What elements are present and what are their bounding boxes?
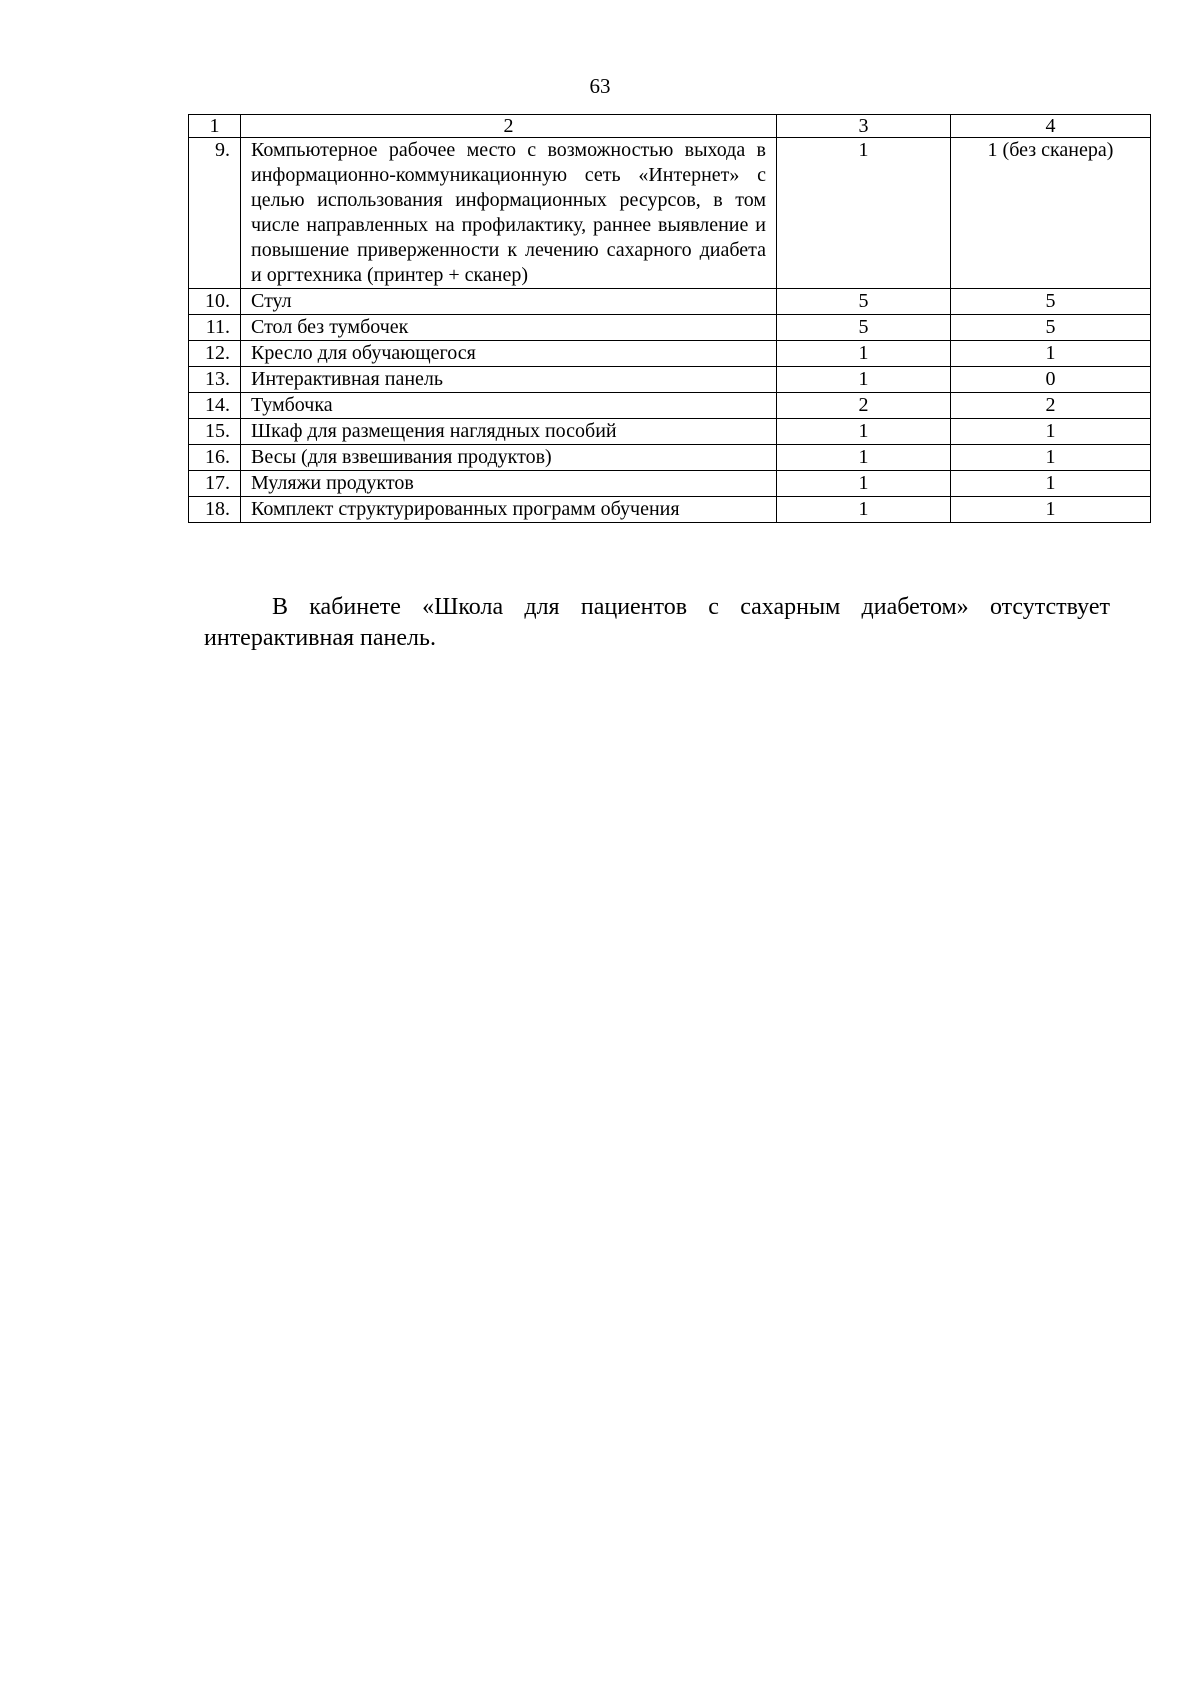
- table-row: [189, 341, 1151, 367]
- table-row: [189, 315, 1151, 341]
- row-number: 18.: [189, 497, 241, 523]
- row-required: 1: [777, 419, 951, 445]
- table-row: [189, 419, 1151, 445]
- row-name: Тумбочка: [241, 393, 777, 419]
- column-header-number: 1: [189, 115, 241, 138]
- row-actual: 2: [951, 393, 1151, 419]
- column-header-name: 2: [241, 115, 777, 138]
- row-required: 1: [777, 471, 951, 497]
- row-number: 12.: [189, 341, 241, 367]
- row-required: 5: [777, 315, 951, 341]
- row-actual: 5: [951, 315, 1151, 341]
- row-number: 17.: [189, 471, 241, 497]
- page-number: 63: [589, 74, 611, 98]
- column-header-required: 3: [777, 115, 951, 138]
- table-row: [189, 445, 1151, 471]
- row-required: 5: [777, 289, 951, 315]
- row-name: Компьютерное рабочее место с возможностью выхода в информационно-коммуникационную сеть «Интернет» с целью использования информационных ресурсов, в том числе направленных на профилактику, раннее выявление и повышение приверженности к лечению сахарного диабета и оргтехника (принтер + сканер): [241, 138, 777, 289]
- row-number: 9.: [189, 138, 241, 289]
- table-row: [189, 497, 1151, 523]
- row-actual: 5: [951, 289, 1151, 315]
- table-row: [189, 367, 1151, 393]
- row-number: 14.: [189, 393, 241, 419]
- row-required: 2: [777, 393, 951, 419]
- row-actual: 1: [951, 471, 1151, 497]
- row-required: 1: [777, 445, 951, 471]
- row-name: Комплект структурированных программ обучения: [241, 497, 777, 523]
- equipment-table-body: [189, 115, 1151, 523]
- row-name: Муляжи продуктов: [241, 471, 777, 497]
- row-required: 1: [777, 138, 951, 289]
- row-number: 15.: [189, 419, 241, 445]
- row-required: 1: [777, 341, 951, 367]
- row-required: 1: [777, 367, 951, 393]
- row-required: 1: [777, 497, 951, 523]
- row-name: Стул: [241, 289, 777, 315]
- column-header-actual: 4: [951, 115, 1151, 138]
- row-name: Кресло для обучающегося: [241, 341, 777, 367]
- row-number: 10.: [189, 289, 241, 315]
- row-name: Стол без тумбочек: [241, 315, 777, 341]
- table-header-row: [189, 115, 1151, 138]
- row-number: 11.: [189, 315, 241, 341]
- body-paragraph: В кабинете «Школа для пациентов с сахарным диабетом» отсутствует интерактивная панель.: [204, 594, 1110, 651]
- row-name: Весы (для взвешивания продуктов): [241, 445, 777, 471]
- row-actual: 1 (без сканера): [951, 138, 1151, 289]
- row-number: 16.: [189, 445, 241, 471]
- row-actual: 1: [951, 341, 1151, 367]
- row-actual: 1: [951, 419, 1151, 445]
- table-row: [189, 393, 1151, 419]
- table-row: [189, 138, 1151, 289]
- row-actual: 1: [951, 445, 1151, 471]
- table-row: [189, 289, 1151, 315]
- equipment-table: [188, 114, 1151, 523]
- row-name: Интерактивная панель: [241, 367, 777, 393]
- row-name: Шкаф для размещения наглядных пособий: [241, 419, 777, 445]
- row-number: 13.: [189, 367, 241, 393]
- table-row: [189, 471, 1151, 497]
- row-actual: 1: [951, 497, 1151, 523]
- row-actual: 0: [951, 367, 1151, 393]
